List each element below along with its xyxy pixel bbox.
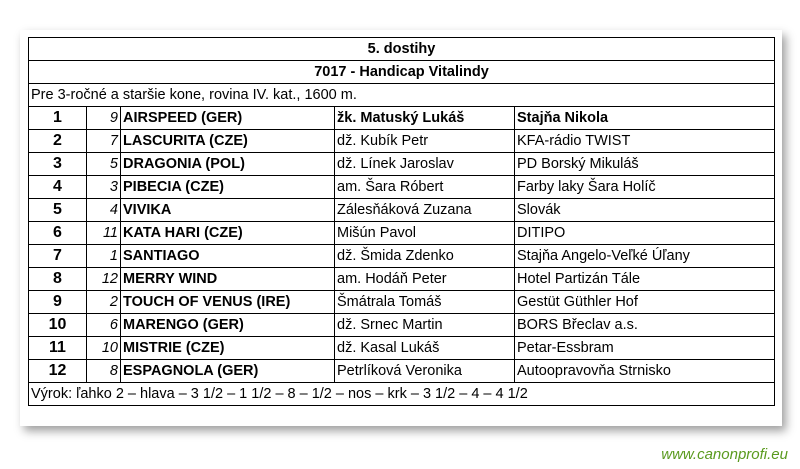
table-row: [29, 314, 775, 337]
jockey-name: Petrlíková Veronika: [335, 360, 515, 383]
start-number: 11: [87, 222, 121, 245]
jockey-name: žk. Matuský Lukáš: [335, 107, 515, 130]
stable-name: Autoopravovňa Strnisko: [515, 360, 775, 383]
stable-name: Petar-Essbram: [515, 337, 775, 360]
jockey-name: dž. Srnec Martin: [335, 314, 515, 337]
horse-name: DRAGONIA (POL): [121, 153, 335, 176]
jockey-name: Mišún Pavol: [335, 222, 515, 245]
jockey-name: dž. Kasal Lukáš: [335, 337, 515, 360]
finish-position: 10: [29, 314, 87, 337]
table-row: [29, 153, 775, 176]
race-results-table: [28, 37, 775, 406]
horse-name: KATA HARI (CZE): [121, 222, 335, 245]
finish-position: 12: [29, 360, 87, 383]
horse-name: PIBECIA (CZE): [121, 176, 335, 199]
stable-name: DITIPO: [515, 222, 775, 245]
jockey-name: dž. Kubík Petr: [335, 130, 515, 153]
start-number: 12: [87, 268, 121, 291]
table-row: [29, 176, 775, 199]
table-row: [29, 130, 775, 153]
finish-position: 2: [29, 130, 87, 153]
finish-position: 6: [29, 222, 87, 245]
table-row: [29, 360, 775, 383]
horse-name: MISTRIE (CZE): [121, 337, 335, 360]
jockey-name: dž. Línek Jaroslav: [335, 153, 515, 176]
horse-name: ESPAGNOLA (GER): [121, 360, 335, 383]
horse-name: MERRY WIND: [121, 268, 335, 291]
table-row: [29, 268, 775, 291]
stable-name: BORS Břeclav a.s.: [515, 314, 775, 337]
horse-name: TOUCH OF VENUS (IRE): [121, 291, 335, 314]
stable-name: Gestüt Güthler Hof: [515, 291, 775, 314]
stable-name: Stajňa Angelo-Veľké Úľany: [515, 245, 775, 268]
horse-name: MARENGO (GER): [121, 314, 335, 337]
table-row: [29, 337, 775, 360]
stable-name: Slovák: [515, 199, 775, 222]
horse-name: LASCURITA (CZE): [121, 130, 335, 153]
finish-position: 7: [29, 245, 87, 268]
finish-position: 11: [29, 337, 87, 360]
table-row: [29, 222, 775, 245]
jockey-name: am. Hodáň Peter: [335, 268, 515, 291]
finish-position: 3: [29, 153, 87, 176]
finish-position: 4: [29, 176, 87, 199]
table-row: [29, 199, 775, 222]
race-number-title: 5. dostihy: [29, 38, 775, 61]
start-number: 7: [87, 130, 121, 153]
finish-position: 8: [29, 268, 87, 291]
race-conditions: Pre 3-ročné a staršie kone, rovina IV. kat., 1600 m.: [29, 84, 775, 107]
table-row: [29, 291, 775, 314]
stable-name: Stajňa Nikola: [515, 107, 775, 130]
stable-name: Farby laky Šara Holíč: [515, 176, 775, 199]
table-row: [29, 107, 775, 130]
start-number: 6: [87, 314, 121, 337]
start-number: 3: [87, 176, 121, 199]
finish-position: 5: [29, 199, 87, 222]
start-number: 8: [87, 360, 121, 383]
start-number: 4: [87, 199, 121, 222]
start-number: 5: [87, 153, 121, 176]
results-sheet: [20, 30, 782, 426]
watermark-text: www.canonprofi.eu: [661, 446, 788, 463]
horse-name: VIVIKA: [121, 199, 335, 222]
table-row: [29, 383, 775, 406]
finish-position: 1: [29, 107, 87, 130]
finish-position: 9: [29, 291, 87, 314]
start-number: 9: [87, 107, 121, 130]
start-number: 2: [87, 291, 121, 314]
stable-name: PD Borský Mikuláš: [515, 153, 775, 176]
start-number: 10: [87, 337, 121, 360]
jockey-name: dž. Šmida Zdenko: [335, 245, 515, 268]
start-number: 1: [87, 245, 121, 268]
race-name: 7017 - Handicap Vitalindy: [29, 61, 775, 84]
jockey-name: Šmátrala Tomáš: [335, 291, 515, 314]
stable-name: KFA-rádio TWIST: [515, 130, 775, 153]
jockey-name: am. Šara Róbert: [335, 176, 515, 199]
table-row: [29, 245, 775, 268]
finish-margins: Výrok: ľahko 2 – hlava – 3 1/2 – 1 1/2 – 8 – 1/2 – nos – krk – 3 1/2 – 4 – 4 1/2: [29, 383, 775, 406]
horse-name: SANTIAGO: [121, 245, 335, 268]
horse-name: AIRSPEED (GER): [121, 107, 335, 130]
jockey-name: Zálesňáková Zuzana: [335, 199, 515, 222]
stable-name: Hotel Partizán Tále: [515, 268, 775, 291]
